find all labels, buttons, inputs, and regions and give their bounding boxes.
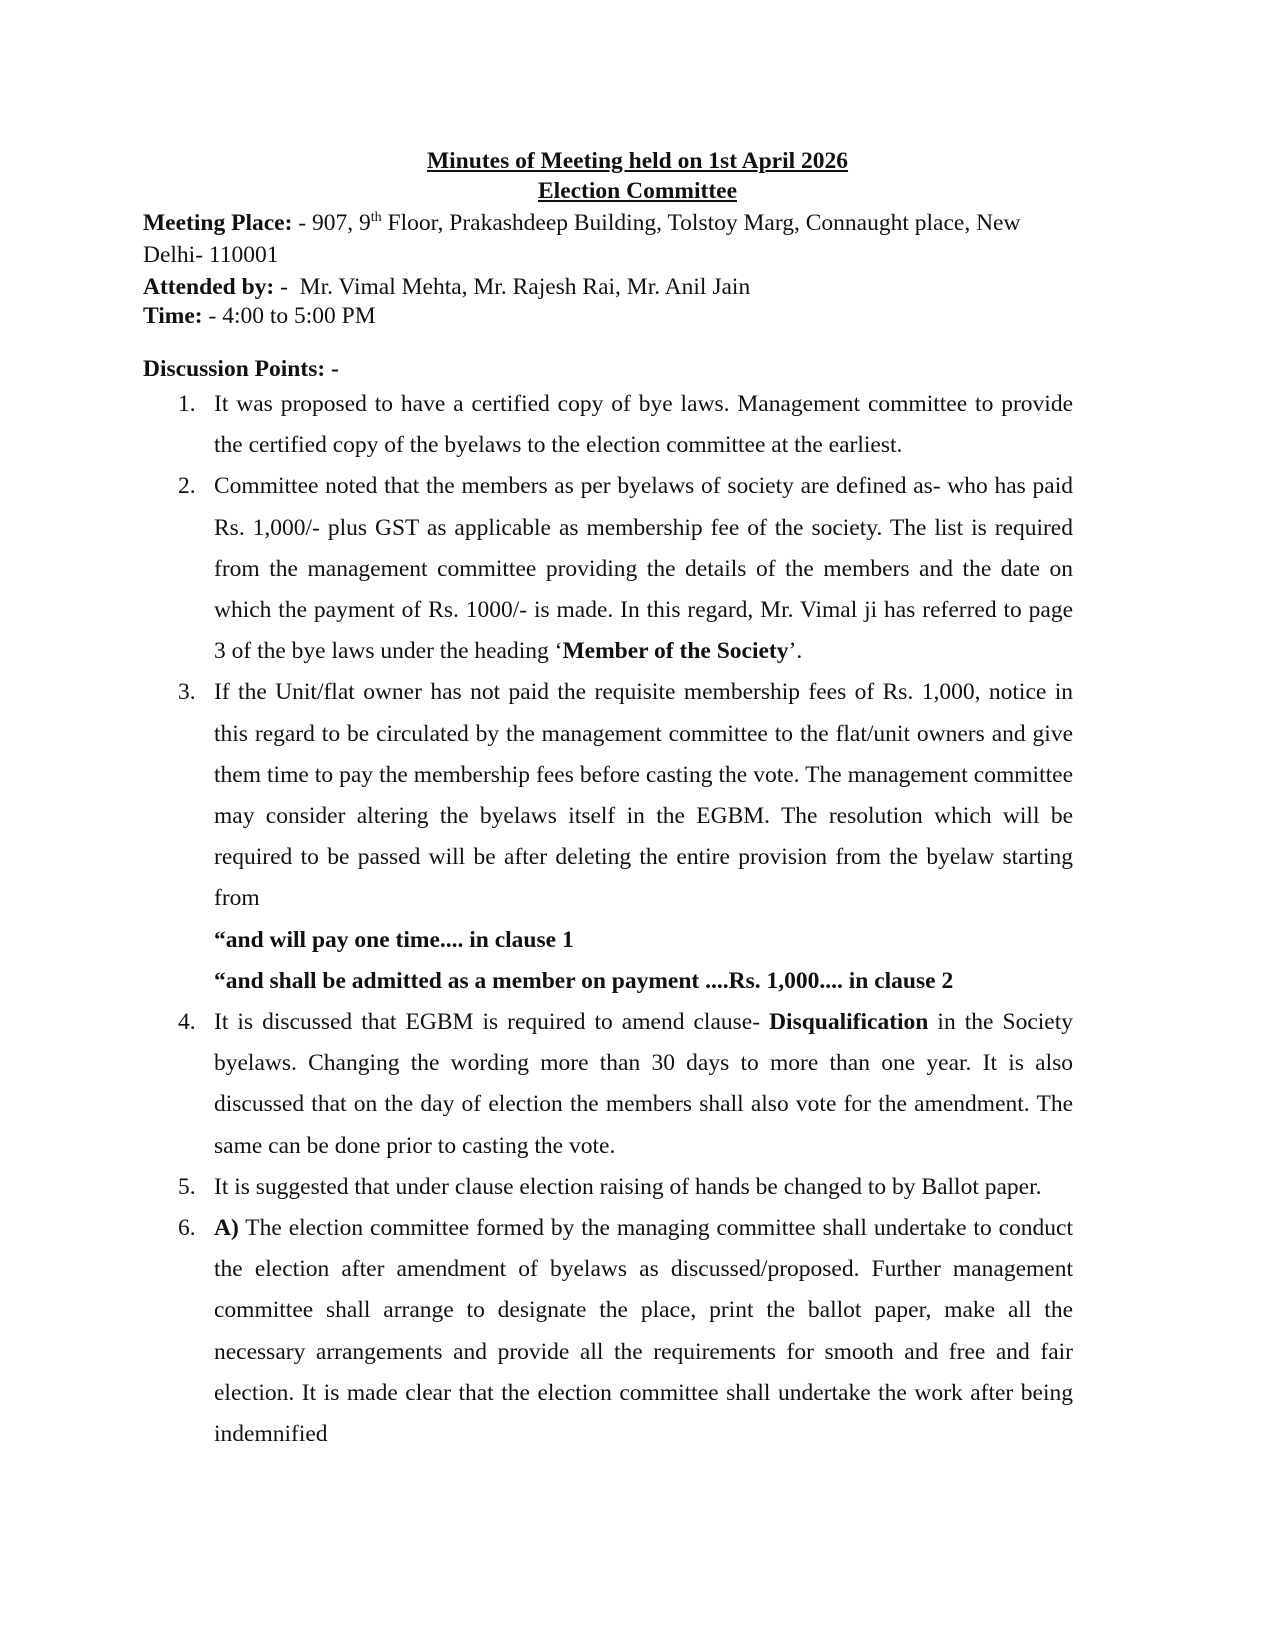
discussion-points-list [143,384,1073,1455]
meeting-place-value-post: Floor, Prakashdeep Building, Tolstoy Marg, Connaught place, New Delhi- 110001 [143,210,1021,268]
discussion-point-6 [143,1208,1073,1455]
discussion-point-5 [143,1167,1073,1208]
point-sub-label: A) [214,1215,239,1242]
meeting-place-label: Meeting Place: [143,210,293,236]
meeting-place-sep: - [292,210,312,236]
meeting-place-sup: th [370,210,382,226]
time-sep: - [202,303,223,329]
discussion-point-4 [143,1002,1073,1167]
attended-by-value: Mr. Vimal Mehta, Mr. Rajesh Rai, Mr. Anil Jain [299,274,751,300]
point-text-end: in the Society byelaws. Changing the wording more than 30 days to more than one year. It is also discussed that on the day of election the members shall also vote for the amendment. The same can be done prior to casting the vote. [214,1009,1073,1159]
time-label: Time: [143,303,203,329]
point-text: If the Unit/flat owner has not paid the requisite membership fees of Rs. 1,000, notice in this regard to be circulated by the management committee to the flat/unit owners and give them time to pay the membership fees before casting the vote. The management committee may consider altering the byelaws itself in the EGBM. The resolution which will be required to be passed will be after deleting the entire provision from the byelaw starting from [214,679,1073,912]
attended-by-label: Attended by: [143,274,275,300]
point-text: The election committee formed by the managing committee shall undertake to conduct the election after amendment of byelaws as discussed/proposed. Further management committee shall arrange to designate the place, print the ballot paper, make all the necessary arrangements and provide all the requirements for smooth and free and fair election. It is made clear that the election committee shall undertake the work after being indemnified [214,1215,1073,1448]
point-text: Committee noted that the members as per byelaws of society are defined as- who has paid Rs. 1,000/- plus GST as applicable as membership fee of the society. The list is required from the management committee providing the details of the members and the date on which the payment of Rs. 1000/- is made. In this regard, Mr. Vimal ji has referred to page 3 of the bye laws under the heading ‘ [214,473,1073,665]
attended-by [143,271,1083,303]
point-text: It is suggested that under clause election raising of hands be changed to by Ballot paper. [214,1173,1042,1200]
point-text: It is discussed that EGBM is required to amend clause- [214,1009,770,1036]
point-number: 5. [178,1173,196,1200]
discussion-point-1 [143,384,1073,466]
point-number: 4. [178,1009,196,1036]
point-number: 6. [178,1215,196,1242]
point-number: 1. [178,391,196,417]
meeting-place [143,207,1083,271]
document-title: Minutes of Meeting held on 1st April 2026 [426,148,849,174]
attended-by-sep: - [274,274,300,300]
discussion-point-3 [143,672,1073,1002]
time-value: 4:00 to 5:00 PM [222,303,376,329]
meeting-time [143,300,1083,332]
quoted-clause-1: “and will pay one time.... in clause 1 [214,926,574,953]
point-bold-term: Disqualification [769,1009,929,1036]
discussion-heading: Discussion Points: - [143,356,339,382]
point-text: It was proposed to have a certified copy of bye laws. Management committee to provide the certified copy of the byelaws to the election committee at the earliest. [214,391,1073,459]
discussion-point-2 [143,466,1073,672]
point-number: 2. [178,473,196,500]
document-subtitle: Election Committee [537,178,738,204]
quoted-clause-2: “and shall be admitted as a member on payment ....Rs. 1,000.... in clause 2 [214,967,954,994]
point-number: 3. [178,679,196,706]
point-text-end: ’. [788,638,803,665]
point-bold-heading: Member of the Society [562,638,789,665]
meeting-place-value-pre: 907, 9 [312,210,371,236]
